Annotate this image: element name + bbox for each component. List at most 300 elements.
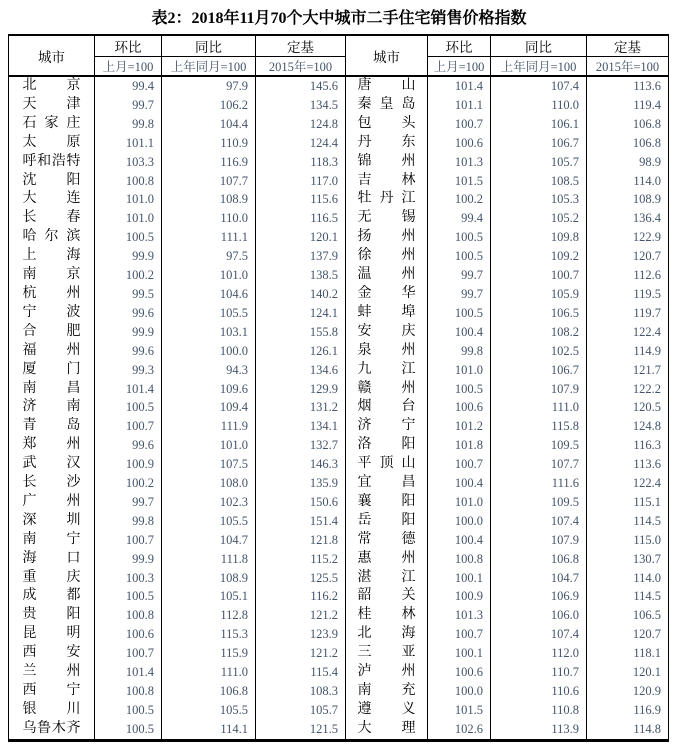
fixed-base-value: 106.8 xyxy=(587,134,669,153)
fixed-base-value: 121.7 xyxy=(587,361,669,380)
mom-value: 100.8 xyxy=(95,172,162,191)
city-name: 北 海 xyxy=(357,626,416,642)
fixed-base-value: 114.5 xyxy=(587,512,669,531)
fixed-base-value: 122.4 xyxy=(587,474,669,493)
fixed-base-value: 114.9 xyxy=(587,342,669,361)
mom-value: 99.9 xyxy=(95,323,162,342)
mom-value: 101.0 xyxy=(95,209,162,228)
table-row xyxy=(9,417,669,436)
city-name: 包 头 xyxy=(357,115,416,131)
city-name: 长 沙 xyxy=(22,475,81,491)
fixed-base-value: 115.1 xyxy=(587,493,669,512)
yoy-value: 111.0 xyxy=(491,398,587,417)
fixed-base-value: 115.2 xyxy=(256,550,346,569)
yoy-value: 109.4 xyxy=(162,398,256,417)
mom-value: 100.6 xyxy=(428,663,491,682)
yoy-value: 105.5 xyxy=(162,304,256,323)
fixed-base-value: 106.8 xyxy=(587,115,669,134)
yoy-value: 105.5 xyxy=(162,701,256,720)
yoy-value: 115.9 xyxy=(162,644,256,663)
fixed-base-value: 121.2 xyxy=(256,606,346,625)
yoy-value: 110.8 xyxy=(491,701,587,720)
city-name: 蚌 埠 xyxy=(357,304,416,320)
mom-value: 100.5 xyxy=(428,380,491,399)
city-name: 厦 门 xyxy=(22,361,81,377)
mom-value: 101.3 xyxy=(428,606,491,625)
yoy-value: 108.2 xyxy=(491,323,587,342)
yoy-value: 108.5 xyxy=(491,172,587,191)
yoy-value: 111.9 xyxy=(162,417,256,436)
mom-value: 100.6 xyxy=(95,625,162,644)
city-cell xyxy=(9,512,95,531)
city-name: 扬 州 xyxy=(357,229,416,245)
table-row xyxy=(9,569,669,588)
city-cell xyxy=(9,682,95,701)
yoy-value: 106.1 xyxy=(491,115,587,134)
yoy-value: 107.7 xyxy=(162,172,256,191)
fixed-base-value: 115.4 xyxy=(256,663,346,682)
city-cell xyxy=(9,569,95,588)
yoy-value: 107.4 xyxy=(491,76,587,96)
yoy-value: 105.9 xyxy=(491,285,587,304)
city-cell xyxy=(346,247,428,266)
mom-value: 100.9 xyxy=(95,455,162,474)
header-city-right: 城市 xyxy=(346,35,428,76)
city-name: 北 京 xyxy=(22,78,81,93)
fixed-base-value: 116.9 xyxy=(587,701,669,720)
city-name: 济 南 xyxy=(22,399,81,415)
fixed-base-value: 138.5 xyxy=(256,266,346,285)
yoy-value: 106.9 xyxy=(491,587,587,606)
yoy-value: 110.0 xyxy=(491,96,587,115)
city-name: 西 安 xyxy=(22,645,81,661)
mom-value: 100.1 xyxy=(428,569,491,588)
mom-value: 101.2 xyxy=(428,417,491,436)
yoy-value: 113.9 xyxy=(491,720,587,740)
header-mom-base-left: 上月=100 xyxy=(95,57,162,77)
fixed-base-value: 114.5 xyxy=(587,587,669,606)
yoy-value: 106.2 xyxy=(162,96,256,115)
city-cell xyxy=(346,531,428,550)
city-cell xyxy=(9,663,95,682)
city-name: 南 京 xyxy=(22,267,81,283)
yoy-value: 110.9 xyxy=(162,134,256,153)
city-name: 惠 州 xyxy=(357,550,416,566)
city-name: 武 汉 xyxy=(22,456,81,472)
city-cell xyxy=(346,172,428,191)
city-cell xyxy=(9,134,95,153)
city-cell xyxy=(346,606,428,625)
table-row xyxy=(9,361,669,380)
city-name: 乌 鲁 木 齐 xyxy=(22,720,81,736)
city-name: 韶 关 xyxy=(357,588,416,604)
city-name: 宜 昌 xyxy=(357,475,416,491)
fixed-base-value: 113.6 xyxy=(587,76,669,96)
city-cell xyxy=(9,398,95,417)
yoy-value: 103.1 xyxy=(162,323,256,342)
mom-value: 99.4 xyxy=(95,76,162,96)
yoy-value: 108.0 xyxy=(162,474,256,493)
fixed-base-value: 114.0 xyxy=(587,569,669,588)
city-cell xyxy=(346,663,428,682)
yoy-value: 101.0 xyxy=(162,266,256,285)
fixed-base-value: 120.9 xyxy=(587,682,669,701)
city-name: 长 春 xyxy=(22,210,81,226)
mom-value: 100.5 xyxy=(95,720,162,740)
yoy-value: 112.0 xyxy=(491,644,587,663)
mom-value: 100.4 xyxy=(428,531,491,550)
fixed-base-value: 151.4 xyxy=(256,512,346,531)
fixed-base-value: 121.2 xyxy=(256,644,346,663)
fixed-base-value: 120.5 xyxy=(587,398,669,417)
yoy-value: 97.9 xyxy=(162,76,256,96)
yoy-value: 106.8 xyxy=(162,682,256,701)
mom-value: 99.8 xyxy=(95,512,162,531)
table-row xyxy=(9,76,669,96)
mom-value: 102.6 xyxy=(428,720,491,740)
yoy-value: 107.5 xyxy=(162,455,256,474)
city-cell xyxy=(9,417,95,436)
city-name: 哈 尔 滨 xyxy=(22,229,81,245)
mom-value: 101.0 xyxy=(428,493,491,512)
city-cell xyxy=(9,550,95,569)
table-row xyxy=(9,134,669,153)
city-cell xyxy=(9,209,95,228)
header-yoy-left: 同比 xyxy=(162,35,256,57)
mom-value: 100.5 xyxy=(95,398,162,417)
city-name: 九 江 xyxy=(357,361,416,377)
table-row xyxy=(9,436,669,455)
city-cell xyxy=(346,304,428,323)
fixed-base-value: 114.8 xyxy=(587,720,669,740)
city-cell xyxy=(9,115,95,134)
mom-value: 99.6 xyxy=(95,436,162,455)
fixed-base-value: 134.1 xyxy=(256,417,346,436)
city-name: 大 连 xyxy=(22,191,81,207)
fixed-base-value: 113.6 xyxy=(587,455,669,474)
city-cell xyxy=(9,323,95,342)
mom-value: 100.4 xyxy=(428,323,491,342)
table-row xyxy=(9,550,669,569)
city-cell xyxy=(346,190,428,209)
mom-value: 101.1 xyxy=(95,134,162,153)
mom-value: 101.5 xyxy=(428,172,491,191)
city-name: 安 庆 xyxy=(357,323,416,339)
city-name: 南 昌 xyxy=(22,380,81,396)
city-cell xyxy=(346,134,428,153)
table-title: 表2：2018年11月70个大中城市二手住宅销售价格指数 xyxy=(151,10,527,27)
fixed-base-value: 124.8 xyxy=(587,417,669,436)
yoy-value: 102.3 xyxy=(162,493,256,512)
fixed-base-value: 125.5 xyxy=(256,569,346,588)
table-row xyxy=(9,720,669,740)
mom-value: 100.9 xyxy=(428,587,491,606)
city-name: 唐 山 xyxy=(357,78,416,93)
mom-value: 100.5 xyxy=(95,701,162,720)
city-cell xyxy=(346,436,428,455)
mom-value: 100.3 xyxy=(95,569,162,588)
fixed-base-value: 122.9 xyxy=(587,228,669,247)
table-row xyxy=(9,190,669,209)
city-cell xyxy=(346,569,428,588)
table-header xyxy=(9,35,669,76)
yoy-value: 106.8 xyxy=(491,550,587,569)
city-name: 沈 阳 xyxy=(22,172,81,188)
city-cell xyxy=(346,342,428,361)
city-name: 西 宁 xyxy=(22,683,81,698)
city-name: 青 岛 xyxy=(22,418,81,434)
table-row xyxy=(9,682,669,701)
yoy-value: 106.5 xyxy=(491,304,587,323)
city-cell xyxy=(346,76,428,96)
fixed-base-value: 118.3 xyxy=(256,153,346,172)
yoy-value: 105.5 xyxy=(162,512,256,531)
fixed-base-value: 134.6 xyxy=(256,361,346,380)
mom-value: 100.8 xyxy=(95,682,162,701)
city-name: 杭 州 xyxy=(22,285,81,301)
city-name: 牡 丹 江 xyxy=(357,191,416,207)
yoy-value: 104.6 xyxy=(162,285,256,304)
fixed-base-value: 120.1 xyxy=(587,663,669,682)
header-yoy-base-left: 上年同月=100 xyxy=(162,57,256,77)
city-name: 金 华 xyxy=(357,285,416,301)
fixed-base-value: 119.4 xyxy=(587,96,669,115)
mom-value: 100.7 xyxy=(95,644,162,663)
city-name: 泸 州 xyxy=(357,664,416,680)
city-cell xyxy=(9,531,95,550)
table-row xyxy=(9,96,669,115)
header-row-1 xyxy=(9,35,669,57)
city-cell xyxy=(9,342,95,361)
city-cell xyxy=(9,455,95,474)
city-name: 烟 台 xyxy=(357,399,416,415)
fixed-base-value: 124.4 xyxy=(256,134,346,153)
yoy-value: 111.1 xyxy=(162,228,256,247)
city-name: 湛 江 xyxy=(357,569,416,585)
city-name: 泉 州 xyxy=(357,342,416,358)
yoy-value: 104.4 xyxy=(162,115,256,134)
city-name: 桂 林 xyxy=(357,607,416,623)
yoy-value: 105.1 xyxy=(162,587,256,606)
yoy-value: 107.7 xyxy=(491,455,587,474)
city-cell xyxy=(9,701,95,720)
city-cell xyxy=(346,587,428,606)
mom-value: 100.7 xyxy=(95,417,162,436)
city-name: 郑 州 xyxy=(22,437,81,453)
yoy-value: 106.0 xyxy=(491,606,587,625)
city-name: 重 庆 xyxy=(22,569,81,585)
yoy-value: 109.8 xyxy=(491,228,587,247)
mom-value: 99.3 xyxy=(95,361,162,380)
fixed-base-value: 136.4 xyxy=(587,209,669,228)
city-cell xyxy=(346,115,428,134)
yoy-value: 114.1 xyxy=(162,720,256,740)
city-cell xyxy=(9,172,95,191)
city-cell xyxy=(9,474,95,493)
fixed-base-value: 123.9 xyxy=(256,625,346,644)
mom-value: 100.5 xyxy=(95,587,162,606)
header-city-left: 城市 xyxy=(9,35,95,76)
fixed-base-value: 135.9 xyxy=(256,474,346,493)
table-row xyxy=(9,455,669,474)
header-fixed-right: 定基 xyxy=(587,35,669,57)
city-cell xyxy=(9,361,95,380)
city-name: 温 州 xyxy=(357,267,416,283)
city-name: 海 口 xyxy=(22,550,81,566)
city-cell xyxy=(9,436,95,455)
yoy-value: 111.0 xyxy=(162,663,256,682)
header-mom-base-right: 上月=100 xyxy=(428,57,491,77)
fixed-base-value: 116.3 xyxy=(587,436,669,455)
fixed-base-value: 145.6 xyxy=(256,76,346,96)
yoy-value: 106.7 xyxy=(491,134,587,153)
city-name: 徐 州 xyxy=(357,248,416,264)
city-name: 济 宁 xyxy=(357,418,416,434)
city-cell xyxy=(9,76,95,96)
table-row xyxy=(9,266,669,285)
city-cell xyxy=(346,228,428,247)
fixed-base-value: 106.5 xyxy=(587,606,669,625)
fixed-base-value: 126.1 xyxy=(256,342,346,361)
table-row xyxy=(9,512,669,531)
city-cell xyxy=(346,96,428,115)
mom-value: 100.5 xyxy=(428,228,491,247)
fixed-base-value: 122.4 xyxy=(587,323,669,342)
fixed-base-value: 116.2 xyxy=(256,587,346,606)
city-cell xyxy=(9,153,95,172)
city-name: 遵 义 xyxy=(357,701,416,717)
fixed-base-value: 130.7 xyxy=(587,550,669,569)
city-name: 福 州 xyxy=(22,342,81,358)
city-cell xyxy=(9,720,95,740)
fixed-base-value: 122.2 xyxy=(587,380,669,399)
fixed-base-value: 124.1 xyxy=(256,304,346,323)
header-fixed-base-right: 2015年=100 xyxy=(587,57,669,77)
fixed-base-value: 140.2 xyxy=(256,285,346,304)
yoy-value: 105.7 xyxy=(491,153,587,172)
city-name: 广 州 xyxy=(22,493,81,509)
fixed-base-value: 115.0 xyxy=(587,531,669,550)
mom-value: 99.7 xyxy=(95,493,162,512)
table-row xyxy=(9,209,669,228)
yoy-value: 102.5 xyxy=(491,342,587,361)
fixed-base-value: 132.7 xyxy=(256,436,346,455)
yoy-value: 115.3 xyxy=(162,625,256,644)
fixed-base-value: 105.7 xyxy=(256,701,346,720)
mom-value: 99.5 xyxy=(95,285,162,304)
city-name: 昆 明 xyxy=(22,626,81,642)
yoy-value: 107.4 xyxy=(491,512,587,531)
mom-value: 101.4 xyxy=(95,380,162,399)
city-cell xyxy=(346,361,428,380)
table-row xyxy=(9,474,669,493)
city-cell xyxy=(346,474,428,493)
city-cell xyxy=(9,96,95,115)
city-cell xyxy=(346,720,428,740)
yoy-value: 104.7 xyxy=(491,569,587,588)
mom-value: 100.2 xyxy=(95,474,162,493)
table-body xyxy=(9,76,669,740)
table-row xyxy=(9,663,669,682)
yoy-value: 111.6 xyxy=(491,474,587,493)
mom-value: 99.9 xyxy=(95,550,162,569)
yoy-value: 108.9 xyxy=(162,190,256,209)
yoy-value: 100.7 xyxy=(491,266,587,285)
city-name: 大 理 xyxy=(357,720,416,736)
city-cell xyxy=(346,380,428,399)
fixed-base-value: 108.9 xyxy=(587,190,669,209)
table-row xyxy=(9,531,669,550)
city-cell xyxy=(9,493,95,512)
fixed-base-value: 131.2 xyxy=(256,398,346,417)
city-cell xyxy=(346,512,428,531)
city-name: 宁 波 xyxy=(22,304,81,320)
city-cell xyxy=(346,417,428,436)
fixed-base-value: 120.7 xyxy=(587,247,669,266)
fixed-base-value: 120.1 xyxy=(256,228,346,247)
yoy-value: 107.4 xyxy=(491,625,587,644)
table-row xyxy=(9,606,669,625)
city-cell xyxy=(9,587,95,606)
city-name: 赣 州 xyxy=(357,380,416,396)
table-row xyxy=(9,493,669,512)
city-name: 南 充 xyxy=(357,683,416,698)
fixed-base-value: 115.6 xyxy=(256,190,346,209)
yoy-value: 94.3 xyxy=(162,361,256,380)
mom-value: 99.8 xyxy=(428,342,491,361)
yoy-value: 97.5 xyxy=(162,247,256,266)
table-row xyxy=(9,625,669,644)
yoy-value: 110.6 xyxy=(491,682,587,701)
city-cell xyxy=(346,153,428,172)
city-cell xyxy=(9,304,95,323)
city-name: 岳 阳 xyxy=(357,512,416,528)
city-name: 深 圳 xyxy=(22,512,81,528)
fixed-base-value: 134.5 xyxy=(256,96,346,115)
table-row xyxy=(9,342,669,361)
yoy-value: 105.3 xyxy=(491,190,587,209)
fixed-base-value: 121.8 xyxy=(256,531,346,550)
fixed-base-value: 129.9 xyxy=(256,380,346,399)
table-row xyxy=(9,115,669,134)
fixed-base-value: 114.0 xyxy=(587,172,669,191)
mom-value: 101.8 xyxy=(428,436,491,455)
city-cell xyxy=(9,625,95,644)
mom-value: 100.5 xyxy=(428,304,491,323)
fixed-base-value: 118.1 xyxy=(587,644,669,663)
header-yoy-base-right: 上年同月=100 xyxy=(491,57,587,77)
mom-value: 101.4 xyxy=(95,663,162,682)
yoy-value: 108.9 xyxy=(162,569,256,588)
mom-value: 100.7 xyxy=(428,115,491,134)
mom-value: 99.7 xyxy=(428,266,491,285)
fixed-base-value: 119.7 xyxy=(587,304,669,323)
fixed-base-value: 117.0 xyxy=(256,172,346,191)
mom-value: 100.5 xyxy=(428,247,491,266)
header-mom-right: 环比 xyxy=(428,35,491,57)
mom-value: 99.4 xyxy=(428,209,491,228)
table-row xyxy=(9,587,669,606)
table-row xyxy=(9,323,669,342)
city-cell xyxy=(346,398,428,417)
yoy-value: 109.2 xyxy=(491,247,587,266)
city-cell xyxy=(346,455,428,474)
mom-value: 101.0 xyxy=(95,190,162,209)
yoy-value: 106.7 xyxy=(491,361,587,380)
city-name: 天 津 xyxy=(22,96,81,112)
fixed-base-value: 124.8 xyxy=(256,115,346,134)
table-row xyxy=(9,247,669,266)
